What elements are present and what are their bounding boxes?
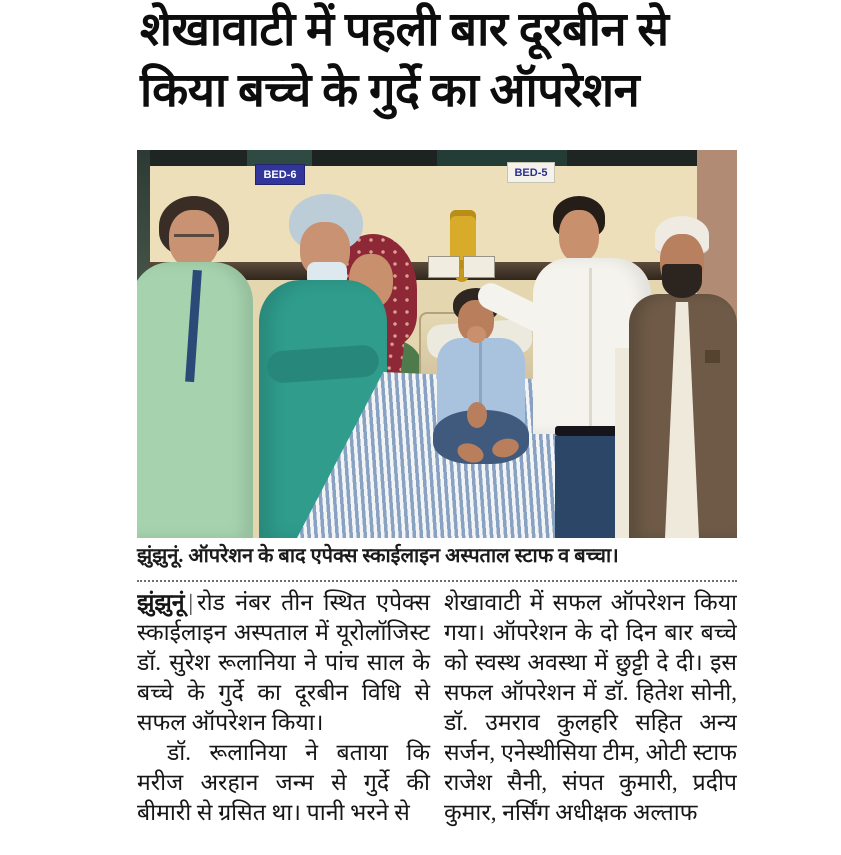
bed-5-label: BED-5 <box>507 162 555 183</box>
vest-emblem <box>705 350 720 363</box>
wall-socket <box>428 256 460 278</box>
body-column-right <box>444 588 737 855</box>
dotted-divider <box>137 580 737 582</box>
child-hand <box>467 402 487 428</box>
paragraph-2: डॉ. रूलानिया ने बताया कि मरीज अरहान जन्म से गुर्दे की बीमारी से ग्रसित था। पानी भरने से <box>137 740 430 825</box>
photo-wall-upper <box>137 166 737 262</box>
paragraph-lead <box>137 588 430 738</box>
body-column-left <box>137 588 430 855</box>
beard <box>662 264 702 298</box>
photo-wall-tiles <box>137 150 737 166</box>
shirt-placket <box>589 268 592 428</box>
glasses <box>174 234 214 244</box>
doctor-hand <box>467 326 486 343</box>
photo-caption: झुंझुनूं. ऑपरेशन के बाद एपेक्स स्काईलाइन अस्पताल स्टाफ व बच्चा। <box>137 545 619 567</box>
doctor-face <box>559 210 599 262</box>
paragraph-continuation: शेखावाटी में सफल ऑपरेशन किया गया। ऑपरेशन के दो दिन बार बच्चे को स्वस्थ अवस्था में छुट्टी दे दी। इस सफल ऑपरेशन में डॉ. हितेश सोनी, डॉ. उमराव कुलहरि सहित अन्य सर्जन, एनेस्थीसिया टीम, ओटी स्टाफ राजेश सैनी, संपत कुमारी, प्रदीप कुमार, नर्सिंग अधीक्षक अल्ताफ <box>444 590 737 825</box>
bed-6-label: BED-6 <box>255 164 305 185</box>
dateline-separator: | <box>188 590 194 615</box>
headline-line-1: शेखावाटी में पहली बार दूरबीन से <box>140 4 669 56</box>
dateline: झुंझुनूं <box>137 590 185 615</box>
wall-socket <box>463 256 495 278</box>
article-photo <box>137 150 737 538</box>
article-body <box>137 588 737 855</box>
paragraph-lead-text: रोड नंबर तीन स्थित एपेक्स स्काईलाइन अस्पताल में यूरोलॉजिस्ट डॉ. सुरेश रूलानिया ने पांच साल के बच्चे के गुर्दे का दूरबीन विधि से सफल ऑपरेशन किया। <box>137 590 430 735</box>
article-headline <box>140 0 760 122</box>
headline-line-2: किया बच्चे के गुर्दे का ऑपरेशन <box>140 65 640 117</box>
